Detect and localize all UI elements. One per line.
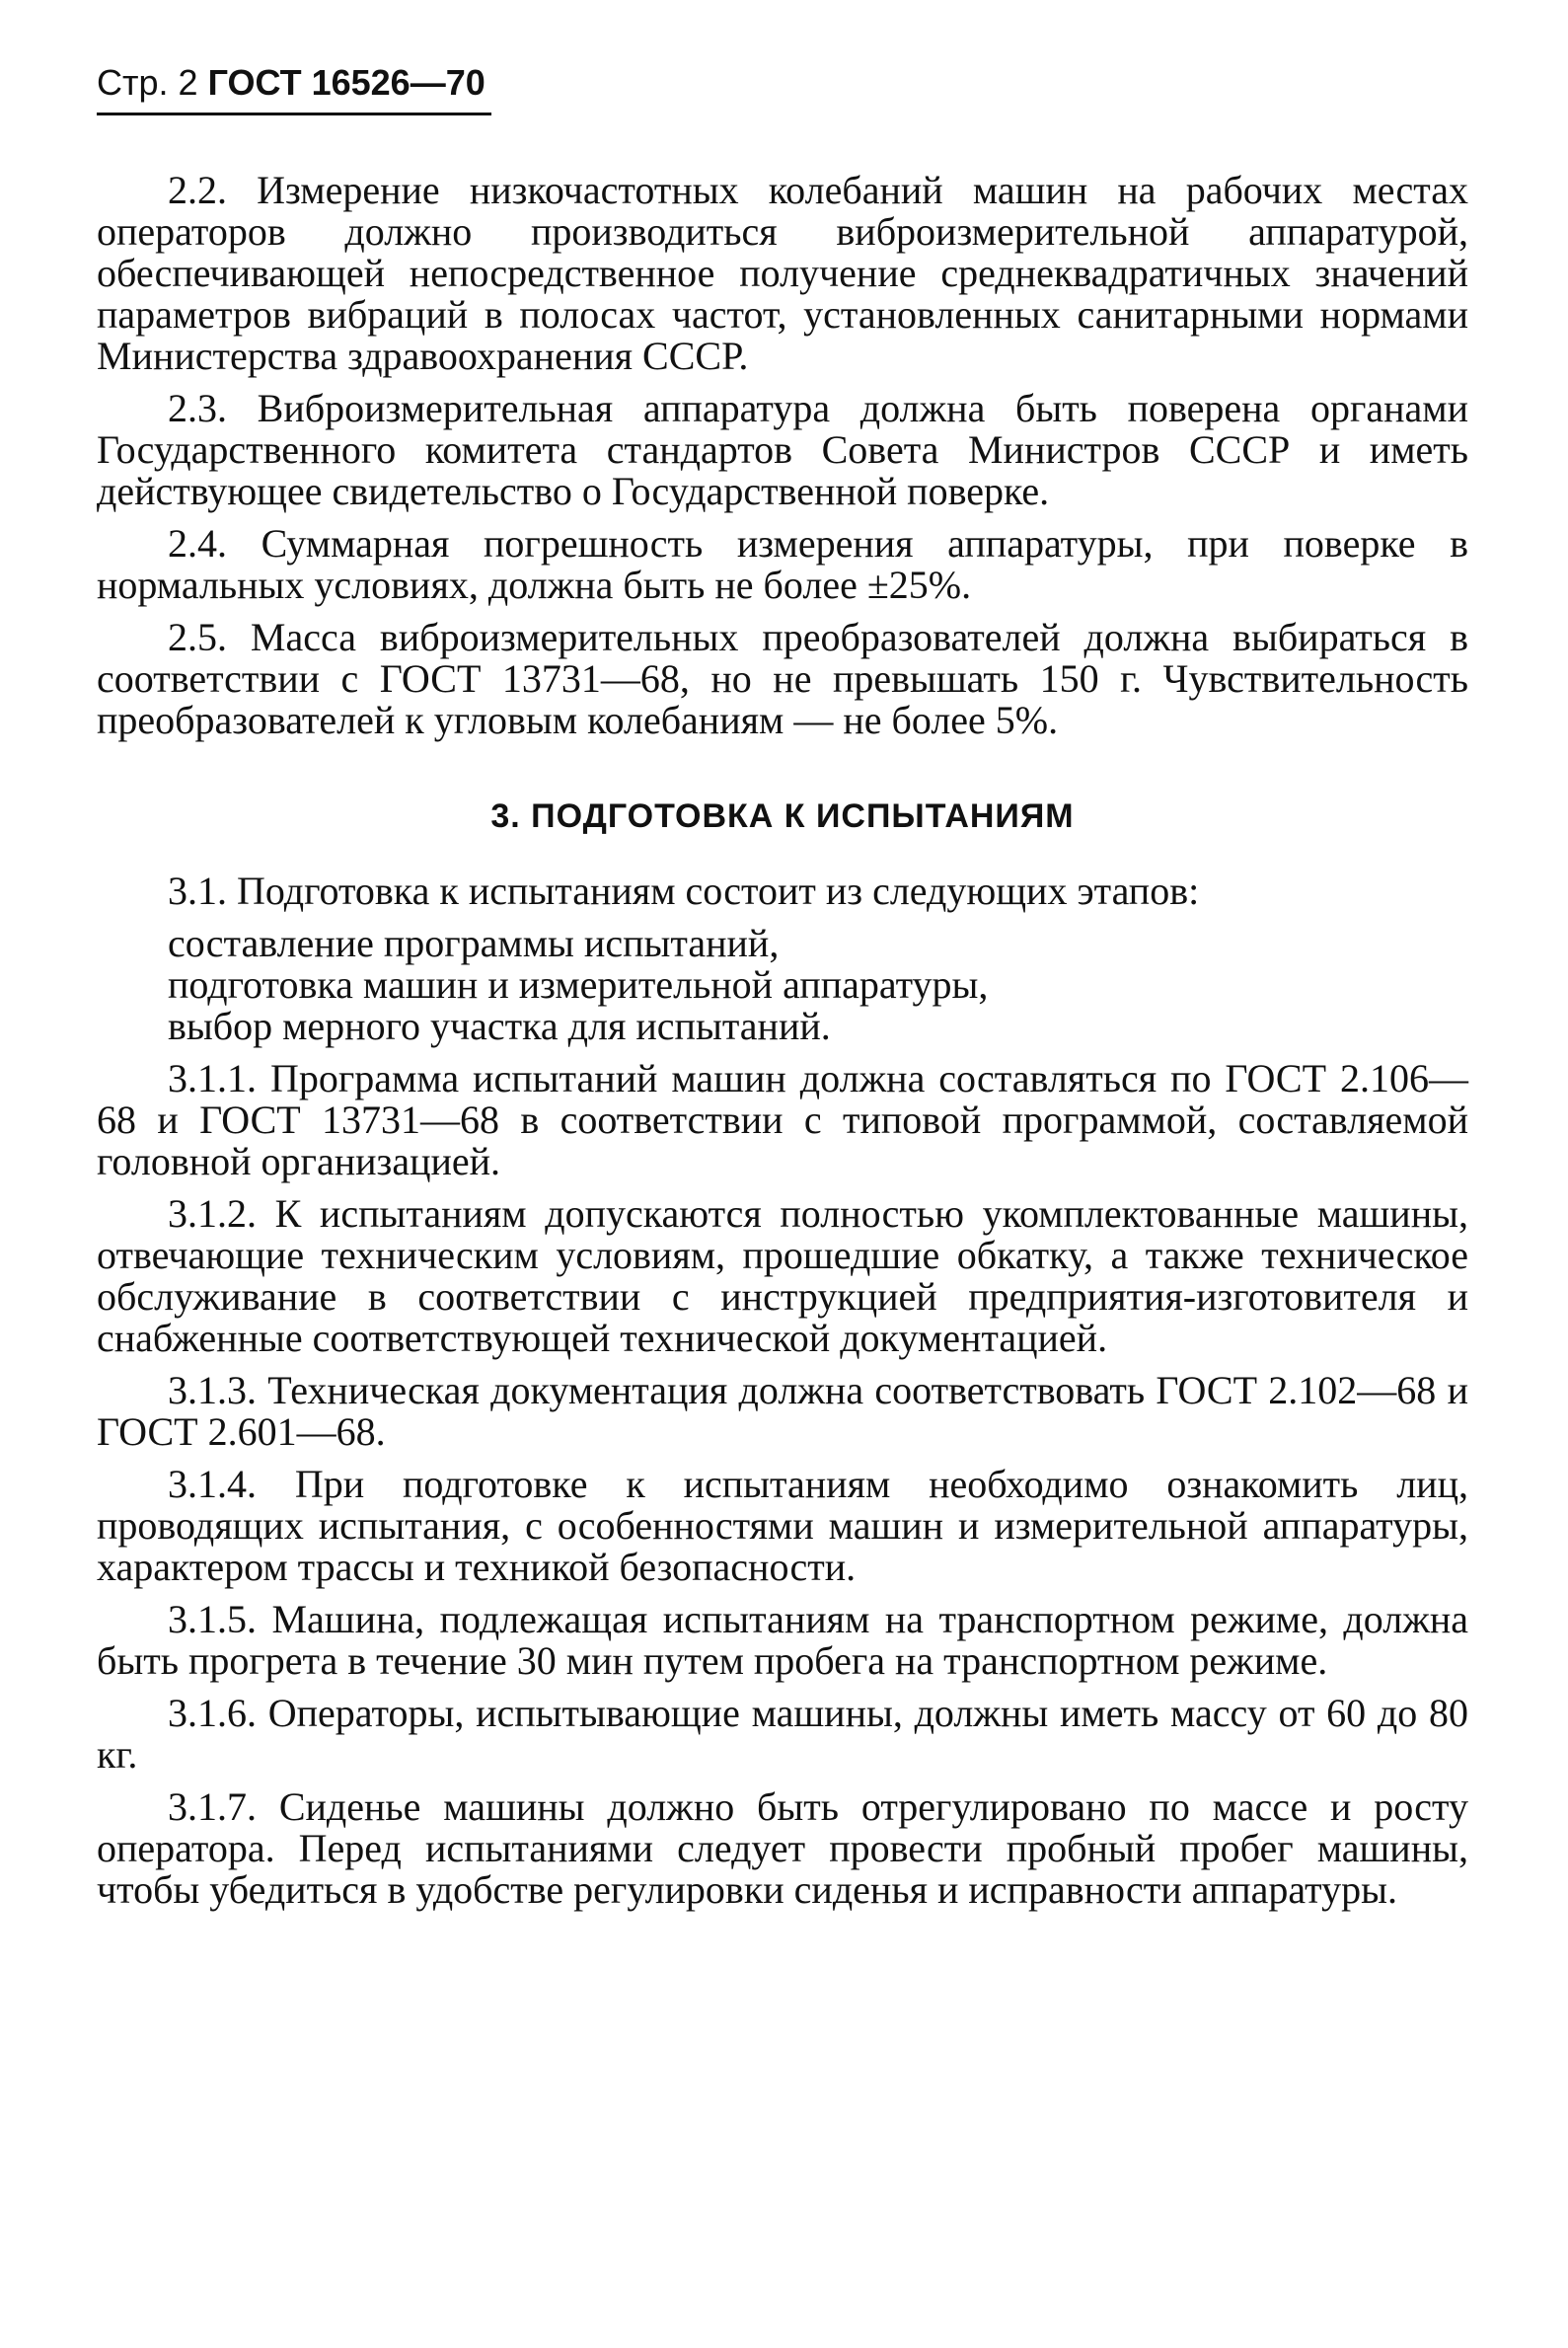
paragraph-2-3: 2.3. Виброизмерительная аппаратура должна быть поверена органами Государственного комитета стандартов Совета Министров СССР и иметь действующее свидетельство о Государственной поверке. [97,386,1468,513]
paragraph-3-1-6: 3.1.6. Операторы, испытывающие машины, должны иметь массу от 60 до 80 кг. [97,1691,1468,1777]
page-header [97,61,491,115]
document-body [97,170,1468,1922]
paragraph-2-2: 2.2. Измерение низкочастотных колебаний машин на рабочих местах операторов должно производиться виброизмерительной аппаратурой, обеспечивающей непосредственное получение среднеквадратичных значений параметров вибраций в полосах частот, установленных санитарными нормами Министерства здравоохранения СССР. [97,168,1468,378]
document-number: ГОСТ 16526—70 [207,62,485,103]
paragraph-3-1-4: 3.1.4. При подготовке к испытаниям необходимо ознакомить лиц, проводящих испытания, с особенностями машин и измерительной аппаратуры, характером трассы и техникой безопасности. [97,1462,1468,1589]
list-item: составление программы испытаний, [168,921,780,965]
list-item: выбор мерного участка для испытаний. [168,1004,831,1048]
page-number-label: Стр. 2 [97,62,198,103]
paragraph-3-1-7: 3.1.7. Сиденье машины должно быть отрегулировано по массе и росту оператора. Перед испытаниями следует провести пробный пробег машины, чтобы убедиться в удобстве регулировки сиденья и исправности аппаратуры. [97,1784,1468,1912]
section-3-title: 3. ПОДГОТОВКА К ИСПЫТАНИЯМ [490,797,1075,835]
paragraph-2-4: 2.4. Суммарная погрешность измерения аппаратуры, при поверке в нормальных условиях, должна быть не более ±25%. [97,521,1468,607]
paragraph-2-5: 2.5. Масса виброизмерительных преобразователей должна выбираться в соответствии с ГОСТ 13731—68, но не превышать 150 г. Чувствительность преобразователей к угловым колебаниям — не более 5%. [97,615,1468,742]
paragraph-3-1-1: 3.1.1. Программа испытаний машин должна составляться по ГОСТ 2.106—68 и ГОСТ 13731—68 в соответствии с типовой программой, составляемой головной организацией. [97,1056,1468,1183]
header-rule [97,113,491,115]
paragraph-3-1: 3.1. Подготовка к испытаниям состоит из следующих этапов: [168,869,1200,913]
header-line [97,61,491,105]
paragraph-3-1-2: 3.1.2. К испытаниям допускаются полностью укомплектованные машины, отвечающие техническим условиям, прошедшие обкатку, а также техническое обслуживание в соответствии с инструкцией предприятия-изготовителя и снабженные соответствующей технической документацией. [97,1191,1468,1360]
list-item: подготовка машин и измерительной аппаратуры, [168,962,989,1007]
paragraph-3-1-3: 3.1.3. Техническая документация должна соответствовать ГОСТ 2.102—68 и ГОСТ 2.601—68. [97,1368,1468,1454]
paragraph-3-1-5: 3.1.5. Машина, подлежащая испытаниям на транспортном режиме, должна быть прогрета в течение 30 мин путем пробега на транспортном режиме. [97,1597,1468,1683]
